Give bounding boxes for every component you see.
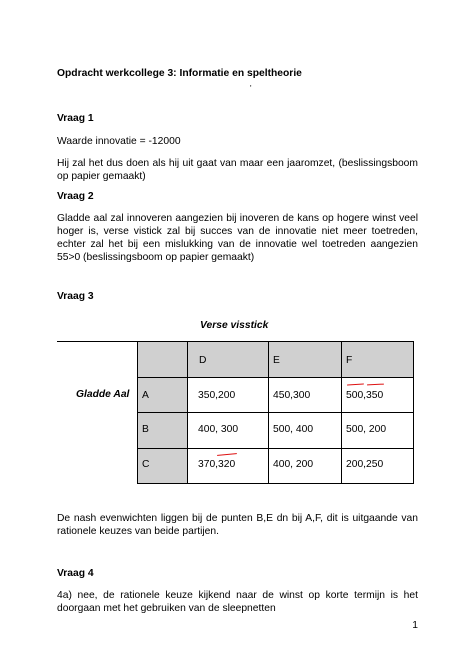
- vraag2-paragraph: Gladde aal zal innoveren aangezien bij inoveren de kans op hogere winst veel hoger is, verse vistick zal bij succes van de innovatie niet meer toetreden, echter zal het bij een mislukking van de innovatie wel toetreden aangezien 55>0 (beslissingsboom op papier gemaakt): [57, 213, 418, 263]
- table-line: [187, 341, 188, 484]
- vraag1-line: Waarde innovatie = -12000: [57, 136, 181, 147]
- cell-c-e: 400, 200: [273, 459, 314, 470]
- table-line: [57, 341, 414, 342]
- vraag4-paragraph: 4a) nee, de rationele keuze kijkend naar de winst op korte termijn is het doorgaan met het gebruiken van de sleepnetten: [57, 590, 418, 614]
- table-line: [137, 377, 414, 378]
- column-player-label: Verse visstick: [200, 320, 269, 331]
- cell-b-e: 500, 400: [273, 424, 314, 435]
- cell-b-d: 400, 300: [198, 424, 239, 435]
- cell-a-e: 450,300: [273, 390, 311, 401]
- col-header-d: D: [199, 355, 207, 366]
- row-label-b: B: [142, 424, 149, 435]
- annotation-mark: [217, 453, 237, 456]
- document-title: Opdracht werkcollege 3: Informatie en speltheorie: [57, 68, 302, 79]
- table-line: [137, 341, 138, 484]
- table-line: [137, 412, 414, 413]
- annotation-mark: [347, 383, 364, 386]
- cell-a-d: 350,200: [198, 390, 236, 401]
- payoff-table: [57, 341, 414, 484]
- table-line: [137, 448, 414, 449]
- cell-c-f: 200,250: [346, 459, 384, 470]
- page-number: 1: [412, 620, 418, 631]
- cell-c-d: 370,320: [198, 459, 236, 470]
- table-line: [137, 483, 414, 484]
- col-header-f: F: [346, 355, 353, 366]
- table-line: [341, 341, 342, 484]
- col-header-e: E: [273, 355, 280, 366]
- vraag2-heading: Vraag 2: [57, 191, 94, 202]
- row-label-a: A: [142, 390, 149, 401]
- vraag1-heading: Vraag 1: [57, 113, 94, 124]
- table-line: [413, 341, 414, 484]
- vraag3-paragraph: De nash evenwichten liggen bij de punten B,E dn bij A,F, dit is uitgaande van rationele keuzes van beide partijen.: [57, 513, 418, 537]
- vraag4-heading: Vraag 4: [57, 568, 94, 579]
- row-player-label: Gladde Aal: [76, 389, 130, 400]
- vraag3-heading: Vraag 3: [57, 291, 94, 302]
- row-label-c: C: [142, 459, 150, 470]
- table-line: [268, 341, 269, 484]
- cell-b-f: 500, 200: [346, 424, 387, 435]
- annotation-mark: [367, 384, 384, 386]
- cell-a-f: 500,350: [346, 390, 384, 401]
- title-mark: ': [250, 84, 252, 93]
- vraag1-paragraph: Hij zal het dus doen als hij uit gaat van maar een jaaromzet, (beslissingsboom op papier gemaakt): [57, 158, 418, 182]
